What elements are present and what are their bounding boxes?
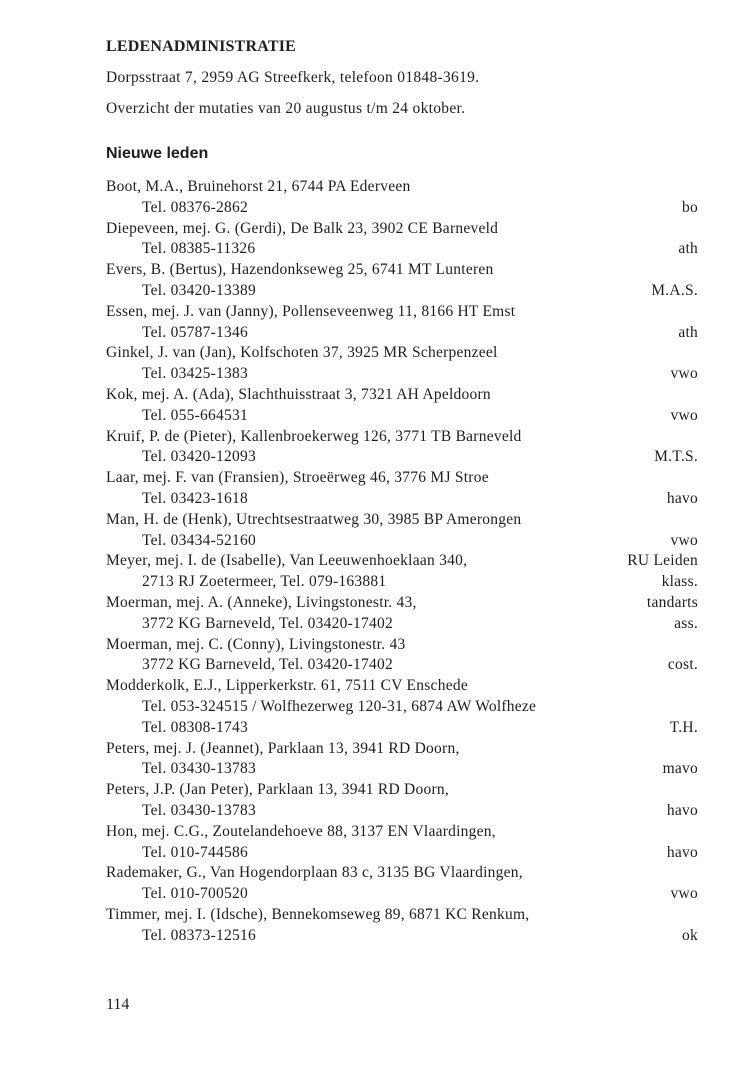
member-name-line xyxy=(106,780,698,801)
member-line-text: Modderkolk, E.J., Lipperkerkstr. 61, 7511 CV Enschede xyxy=(106,677,468,695)
member-line-text: Tel. 05787-1346 xyxy=(142,323,248,341)
member-entry xyxy=(106,260,698,302)
member-line-text: Rademaker, G., Van Hogendorplaan 83 c, 3135 BG Vlaardingen, xyxy=(106,864,523,882)
member-entry xyxy=(106,593,698,635)
member-line-text: Tel. 08373-12516 xyxy=(142,926,256,944)
overview-line: Overzicht der mutaties van 20 augustus t/m 24 oktober. xyxy=(106,100,466,117)
member-entry xyxy=(106,863,698,905)
member-education-tag: M.A.S. xyxy=(651,281,698,299)
member-entry xyxy=(106,385,698,427)
member-detail-line xyxy=(106,531,698,552)
member-name-line xyxy=(106,177,698,198)
member-detail-line xyxy=(106,447,698,468)
member-name-line xyxy=(106,739,698,760)
member-detail-line xyxy=(106,281,698,302)
member-line-text: 3772 KG Barneveld, Tel. 03420-17402 xyxy=(142,656,394,674)
member-detail-line xyxy=(106,655,698,676)
section-title-new-members: Nieuwe leden xyxy=(106,145,209,162)
member-line-text: Tel. 08376-2862 xyxy=(142,198,248,216)
member-line-text: Tel. 03423-1618 xyxy=(142,489,248,507)
member-entry xyxy=(106,676,698,738)
member-entry xyxy=(106,822,698,864)
member-name-line xyxy=(106,635,698,656)
members-list xyxy=(106,177,698,946)
member-education-tag: vwo xyxy=(670,406,698,424)
member-line-text: Peters, J.P. (Jan Peter), Parklaan 13, 3941 RD Doorn, xyxy=(106,781,450,799)
member-education-tag: RU Leiden xyxy=(627,552,698,570)
member-line-text: Diepeveen, mej. G. (Gerdi), De Balk 23, 3902 CE Barneveld xyxy=(106,219,499,237)
member-line-text: Evers, B. (Bertus), Hazendonkseweg 25, 6741 MT Lunteren xyxy=(106,261,494,279)
member-education-tag: klass. xyxy=(661,573,698,591)
member-name-line xyxy=(106,427,698,448)
member-line-text: Tel. 03430-13783 xyxy=(142,801,256,819)
member-education-tag: havo xyxy=(666,489,698,507)
member-education-tag: mavo xyxy=(662,760,698,778)
member-name-line xyxy=(106,905,698,926)
member-detail-line xyxy=(106,884,698,905)
member-line-text: Moerman, mej. A. (Anneke), Livingstonestr. 43, xyxy=(106,593,417,611)
member-line-text: Tel. 03425-1383 xyxy=(142,365,248,383)
member-line-text: Tel. 010-700520 xyxy=(142,885,248,903)
member-line-text: Tel. 03434-52160 xyxy=(142,531,256,549)
member-detail-line xyxy=(106,697,698,718)
member-line-text: Laar, mej. F. van (Fransien), Stroeërweg 46, 3776 MJ Stroe xyxy=(106,469,489,487)
member-line-text: Kok, mej. A. (Ada), Slachthuisstraat 3, 7321 AH Apeldoorn xyxy=(106,385,491,403)
member-entry xyxy=(106,302,698,344)
member-entry xyxy=(106,177,698,219)
member-detail-line xyxy=(106,572,698,593)
member-line-text: Hon, mej. C.G., Zoutelandehoeve 88, 3137 EN Vlaardingen, xyxy=(106,822,496,840)
member-name-line xyxy=(106,219,698,240)
member-detail-line xyxy=(106,843,698,864)
member-education-tag: vwo xyxy=(670,885,698,903)
member-detail-line xyxy=(106,198,698,219)
member-detail-line xyxy=(106,239,698,260)
member-detail-line xyxy=(106,406,698,427)
member-line-text: Tel. 08385-11326 xyxy=(142,240,256,258)
member-name-line xyxy=(106,343,698,364)
member-name-line xyxy=(106,385,698,406)
member-detail-line xyxy=(106,926,698,947)
member-detail-line xyxy=(106,364,698,385)
member-name-line xyxy=(106,468,698,489)
member-education-tag: havo xyxy=(666,843,698,861)
member-line-text: Tel. 03420-13389 xyxy=(142,281,256,299)
member-line-text: Timmer, mej. I. (Idsche), Bennekomseweg 89, 6871 KC Renkum, xyxy=(106,905,530,923)
member-line-text: Essen, mej. J. van (Janny), Pollenseveenweg 11, 8166 HT Emst xyxy=(106,302,516,320)
member-name-line xyxy=(106,260,698,281)
member-education-tag: ath xyxy=(678,240,698,258)
member-entry xyxy=(106,343,698,385)
member-line-text: Kruif, P. de (Pieter), Kallenbroekerweg 126, 3771 TB Barneveld xyxy=(106,427,522,445)
member-entry xyxy=(106,780,698,822)
member-entry xyxy=(106,427,698,469)
member-detail-line xyxy=(106,614,698,635)
member-line-text: 2713 RJ Zoetermeer, Tel. 079-163881 xyxy=(142,573,387,591)
member-line-text: Man, H. de (Henk), Utrechtsestraatweg 30, 3985 BP Amerongen xyxy=(106,510,522,528)
member-entry xyxy=(106,468,698,510)
member-line-text: Tel. 010-744586 xyxy=(142,843,248,861)
member-education-tag: cost. xyxy=(667,656,698,674)
member-line-text: Tel. 03430-13783 xyxy=(142,760,256,778)
member-detail-line xyxy=(106,323,698,344)
member-entry xyxy=(106,219,698,261)
member-education-tag: M.T.S. xyxy=(654,448,698,466)
member-entry xyxy=(106,510,698,552)
member-line-text: Tel. 08308-1743 xyxy=(142,718,248,736)
member-education-tag: bo xyxy=(682,198,698,216)
member-education-tag: havo xyxy=(666,801,698,819)
page-title: LEDENADMINISTRATIE xyxy=(106,38,297,55)
member-name-line xyxy=(106,302,698,323)
member-line-text: Tel. 055-664531 xyxy=(142,406,248,424)
page-number: 114 xyxy=(106,996,130,1013)
member-education-tag: tandarts xyxy=(646,593,698,611)
member-name-line xyxy=(106,510,698,531)
member-entry xyxy=(106,905,698,947)
member-line-text: Boot, M.A., Bruinehorst 21, 6744 PA Ederveen xyxy=(106,178,411,195)
member-name-line xyxy=(106,822,698,843)
member-name-line xyxy=(106,863,698,884)
member-education-tag: T.H. xyxy=(669,718,698,736)
member-education-tag: ass. xyxy=(674,614,698,632)
member-education-tag: vwo xyxy=(670,365,698,383)
member-education-tag: vwo xyxy=(670,531,698,549)
member-education-tag: ok xyxy=(682,926,698,944)
member-entry xyxy=(106,739,698,781)
member-detail-line xyxy=(106,801,698,822)
member-education-tag: ath xyxy=(678,323,698,341)
member-name-line xyxy=(106,593,698,614)
member-entry xyxy=(106,635,698,677)
member-detail-line xyxy=(106,718,698,739)
member-line-text: Tel. 053-324515 / Wolfhezerweg 120-31, 6874 AW Wolfheze xyxy=(142,697,537,715)
member-detail-line xyxy=(106,759,698,780)
member-detail-line xyxy=(106,489,698,510)
member-entry xyxy=(106,551,698,593)
member-line-text: Peters, mej. J. (Jeannet), Parklaan 13, 3941 RD Doorn, xyxy=(106,739,460,757)
member-line-text: Meyer, mej. I. de (Isabelle), Van Leeuwenhoeklaan 340, xyxy=(106,552,468,570)
address-line: Dorpsstraat 7, 2959 AG Streefkerk, telefoon 01848-3619. xyxy=(106,69,480,86)
member-line-text: Ginkel, J. van (Jan), Kolfschoten 37, 3925 MR Scherpenzeel xyxy=(106,344,498,362)
member-line-text: Tel. 03420-12093 xyxy=(142,448,256,466)
member-name-line xyxy=(106,676,698,697)
member-line-text: 3772 KG Barneveld, Tel. 03420-17402 xyxy=(142,614,394,632)
member-name-line xyxy=(106,551,698,572)
member-line-text: Moerman, mej. C. (Conny), Livingstonestr. 43 xyxy=(106,635,406,653)
